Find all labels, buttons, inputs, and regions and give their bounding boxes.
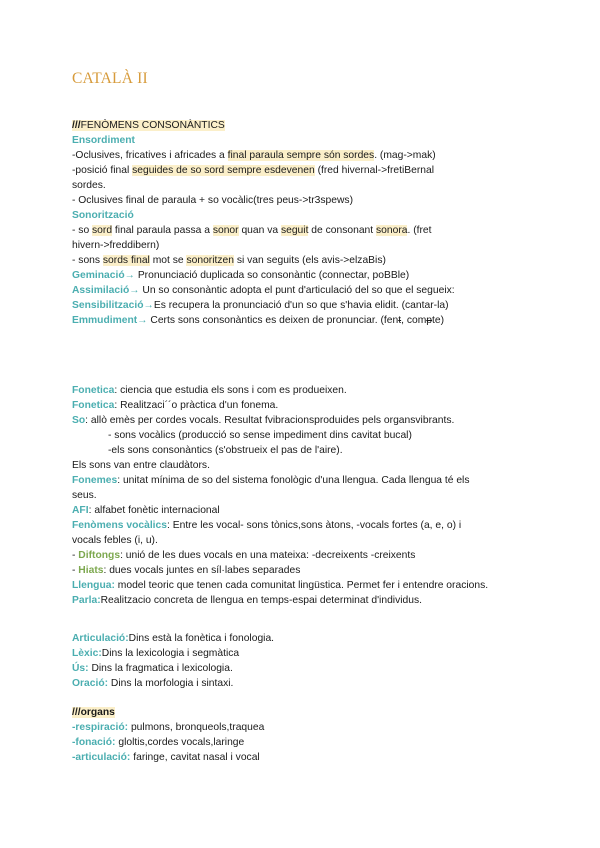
ensordiment-line-3: sordes. xyxy=(72,180,106,191)
articulacio-organs-line: -articulació: faringe, cavitat nasal i vocal xyxy=(72,752,260,763)
oracio-line: Oració: Dins la morfologia i sintaxi. xyxy=(72,678,234,689)
section-organs xyxy=(72,705,512,765)
organs-header: ///organs xyxy=(72,707,115,718)
fonetica-definition: Fonetica: ciencia que estudia els sons i com es produeixen. xyxy=(72,385,347,396)
section-fonetica xyxy=(72,383,512,608)
diftongs-line: - Diftongs: unió de les dues vocals en una mateixa: -decreixents -creixents xyxy=(72,550,416,561)
llengua-definition: Llengua: model teoric que tenen cada comunitat lingüstica. Permet fer i entendre oracions. xyxy=(72,580,489,591)
hiats-line: - Hiats: dues vocals juntes en síl·labes separades xyxy=(72,565,301,576)
sensibilitzacio-line: Sensibilització→Es recupera la pronunciació d'un so que s'havia elidit. (cantar-la) xyxy=(72,300,449,311)
arrow-right-icon: → xyxy=(129,285,140,296)
respiracio-line: -respiració: pulmons, bronqueols,traquea xyxy=(72,722,265,733)
arrow-right-icon: → xyxy=(143,300,154,311)
section-nivells xyxy=(72,631,512,691)
us-line: Ús: Dins la fragmatica i lexicologia. xyxy=(72,663,233,674)
so-definition: So: allò emès per cordes vocals. Resultat fvibracionsproduides pels organsvibrants. xyxy=(72,415,455,426)
sonoritzacio-line-1: - so sord final paraula passa a sonor quan va seguit de consonant sonora. (fret xyxy=(72,225,432,236)
lexic-line: Lèxic:Dins la lexicologia i segmàtica xyxy=(72,648,240,659)
fonemes-definition: Fonemes: unitat mínima de so del sistema fonològic d'una llengua. Cada llengua té els xyxy=(72,475,470,486)
arrow-right-icon: → xyxy=(124,270,135,281)
ensordiment-line-1: -Oclusives, fricatives i africades a final paraula sempre són sordes. (mag->mak) xyxy=(72,150,436,161)
ensordiment-line-2: -posició final seguides de so sord sempre esdevenen (fred hivernal->fretiBernal xyxy=(72,165,435,176)
parla-definition: Parla:Realitzacio concreta de llengua en temps-espai determinat d'individus. xyxy=(72,595,422,606)
document-title: CATALÀ II xyxy=(72,70,148,87)
ensordiment-heading: Ensordiment xyxy=(72,135,135,146)
so-consonantics: -els sons consonàntics (s'obstrueix el pas de l'aire). xyxy=(108,445,343,456)
emmudiment-line: Emmudiment→ Certs sons consonàntics es deixen de pronunciar. (fent, compte) xyxy=(72,315,445,326)
fenomens-continuation: vocals febles (i, u). xyxy=(72,535,158,546)
sonoritzacio-heading: Sonorització xyxy=(72,210,134,221)
afi-definition: AFI: alfabet fonètic internacional xyxy=(72,505,220,516)
section-fenomens-consonantics xyxy=(72,118,512,328)
sonoritzacio-line-3: - sons sords final mot se sonoritzen si van seguits (els avis->elzaBis) xyxy=(72,255,386,266)
claudators-line: Els sons van entre claudàtors. xyxy=(72,460,210,471)
section-header: ///FENÒMENS CONSONÀNTICS xyxy=(72,120,225,131)
fonemes-continuation: seus. xyxy=(72,490,97,501)
fonetica-realitzacio: Fonetica: Realitzaci´´o pràctica d'un fonema. xyxy=(72,400,279,411)
sonoritzacio-line-2: hivern->freddibern) xyxy=(72,240,160,251)
fonacio-line: -fonació: gloltis,cordes vocals,laringe xyxy=(72,737,245,748)
articulacio-line: Articulació:Dins està la fonètica i fonologia. xyxy=(72,633,275,644)
assimilacio-line: Assimilació→ Un so consonàntic adopta el punt d'articulació del so que el segueix: xyxy=(72,285,455,296)
geminacio-line: Geminació→ Pronunciació duplicada so consonàntic (connectar, poBBle) xyxy=(72,270,410,281)
arrow-right-icon: → xyxy=(137,315,148,326)
fenomens-vocalics: Fenòmens vocàlics: Entre les vocal- sons tònics,sons àtons, -vocals fortes (a, e, o) i xyxy=(72,520,462,531)
ensordiment-line-4: - Oclusives final de paraula + so vocàlic(tres peus->tr3spews) xyxy=(72,195,353,206)
so-vocalics: - sons vocàlics (producció so sense impediment dins cavitat bucal) xyxy=(108,430,412,441)
